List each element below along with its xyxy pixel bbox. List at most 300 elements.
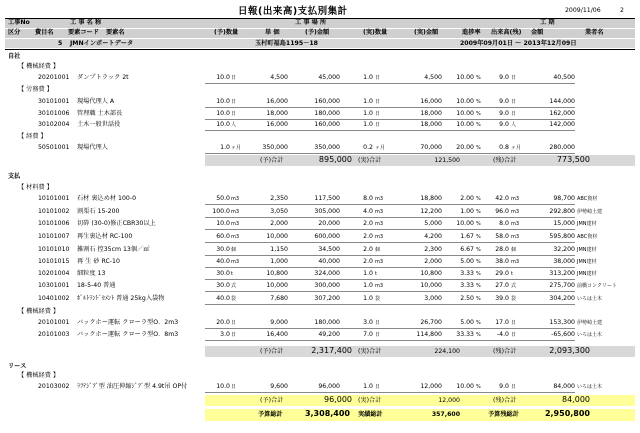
cell-name: 割栗石 15-200 — [77, 208, 120, 215]
cell-pct: 3.33 — [460, 282, 474, 289]
cell-dq: 9.0 — [499, 74, 509, 81]
cell-price: 9,600 — [270, 383, 288, 390]
cell-dq: 9.0 — [499, 121, 509, 128]
cell-pct: 10.00 — [456, 110, 474, 117]
cell-q: 20.0 — [216, 319, 230, 326]
cell-du: 個 — [511, 247, 517, 253]
group-kikai-2: 【 機械経費 】 — [18, 308, 60, 315]
total-shiharai-z-label: (残)合計 — [493, 348, 517, 355]
cell-amt: 49,200 — [318, 331, 340, 338]
cell-code: 20201001 — [38, 74, 70, 81]
cell-dq: 9.0 — [499, 110, 509, 117]
cell-aq: 7.0 — [363, 331, 373, 338]
cell-pu: % — [476, 196, 481, 202]
cell-amt: 117,500 — [314, 195, 340, 202]
cell-code: 10101001 — [38, 195, 70, 202]
cell-name: バックホー運転 クローラ型O．2m3 — [77, 319, 179, 326]
cell-q: 30.0 — [216, 246, 230, 253]
cell-damt: 153,300 — [549, 319, 575, 326]
row-underline — [205, 267, 575, 268]
cell-qu: m3 — [231, 221, 240, 227]
cell-au: 日 — [375, 320, 381, 326]
cell-aq: 8.0 — [363, 195, 373, 202]
cell-aq: 1.0 — [363, 295, 373, 302]
cell-qu: m3 — [231, 259, 240, 265]
grand-total-y-value: 3,308,400 — [304, 409, 350, 418]
cell-damt: 292,800 — [549, 208, 575, 215]
cell-price: 2,000 — [270, 220, 288, 227]
cell-vendor: 伊勢崎土建 — [577, 209, 603, 215]
project-period: 2009年09月01日 ～ 2013年12月09日 — [460, 40, 577, 47]
cell-aamt: 16,000 — [420, 98, 442, 105]
cell-amt: 305,000 — [314, 208, 340, 215]
cell-vendor: いろは土木 — [577, 296, 603, 302]
cell-code: 20101001 — [38, 319, 70, 326]
cell-au: m3 — [375, 259, 384, 265]
cell-code: 30102004 — [38, 121, 70, 128]
grand-total-j-label: 実績総計 — [358, 411, 383, 418]
cell-vendor: ABC資材 — [577, 196, 598, 202]
total-shiharai-z-value: 2,093,300 — [549, 346, 590, 355]
cell-name: ﾗﾌﾃｼﾞﾌﾞ型 油圧伸縮ｼﾞﾌﾞ型 4.9t吊 OP付 — [77, 383, 188, 390]
row-underline — [205, 340, 575, 341]
cell-aamt: 2,300 — [424, 246, 442, 253]
cell-q: 40.0 — [216, 258, 230, 265]
row-underline — [205, 242, 575, 243]
cell-price: 10,000 — [266, 233, 288, 240]
total-lease-j-label: (実)合計 — [358, 397, 382, 404]
row-underline — [205, 130, 575, 131]
cell-code: 10101010 — [38, 246, 70, 253]
cell-du: 人 — [511, 122, 517, 128]
cell-dq: 96.0 — [495, 208, 509, 215]
cell-pu: % — [476, 320, 481, 326]
cell-dq: 42.0 — [495, 195, 509, 202]
cell-dq: 28.0 — [495, 246, 509, 253]
cell-amt: 20,000 — [318, 220, 340, 227]
header-koji-basho: 工 事 場 所 — [295, 19, 327, 26]
cell-au: t — [375, 271, 377, 277]
total-jisha-y-label: (予)合計 — [260, 157, 284, 164]
cell-aamt: 70,000 — [420, 144, 442, 151]
cell-name: 再生裏込材 RC-100 — [77, 233, 133, 240]
page-number: 2 — [620, 7, 624, 14]
total-lease-j-value: 12,000 — [438, 397, 460, 404]
cell-q: 10.0 — [216, 74, 230, 81]
cell-au: 袋 — [375, 296, 381, 302]
cell-aq: 1.0 — [363, 74, 373, 81]
cell-aq: 2.0 — [363, 220, 373, 227]
cell-damt: 162,000 — [549, 110, 575, 117]
cell-pu: % — [476, 283, 481, 289]
header-yotei-kingaku: (予)金額 — [305, 29, 330, 36]
cell-price: 350,000 — [262, 144, 288, 151]
cell-price: 16,400 — [266, 331, 288, 338]
total-lease-z-label: (残)合計 — [493, 397, 517, 404]
cell-qu: 日 — [231, 332, 237, 338]
cell-amt: 350,000 — [314, 144, 340, 151]
cell-name: 再 生 砂 RC-10 — [77, 258, 120, 265]
cell-damt: 142,000 — [549, 121, 575, 128]
cell-code: 10101002 — [38, 208, 70, 215]
cell-damt: 275,700 — [549, 282, 575, 289]
cell-aq: 2.0 — [363, 246, 373, 253]
cell-damt: 40,500 — [553, 74, 575, 81]
cell-aamt: 10,800 — [420, 270, 442, 277]
cell-pu: % — [476, 332, 481, 338]
cell-code: 10101015 — [38, 258, 70, 265]
report-date: 2009/11/06 — [565, 7, 601, 14]
row-underline — [205, 153, 575, 154]
cell-pu: % — [476, 209, 481, 215]
cell-q: 10.0 — [216, 220, 230, 227]
cell-du: m3 — [511, 234, 520, 240]
cell-pu: % — [476, 259, 481, 265]
row-underline — [205, 107, 575, 108]
cell-du: m3 — [511, 196, 520, 202]
cell-q: 40.0 — [216, 295, 230, 302]
cell-damt: 280,000 — [549, 144, 575, 151]
cell-damt: 144,000 — [549, 98, 575, 105]
cell-aamt: 26,700 — [420, 319, 442, 326]
cell-price: 10,000 — [266, 282, 288, 289]
cell-name: 18-5-40 普通 — [77, 282, 116, 289]
row-underline — [205, 119, 575, 120]
cell-au: 日 — [375, 332, 381, 338]
cell-pct: 2.50 — [460, 295, 474, 302]
cell-price: 16,000 — [266, 98, 288, 105]
cell-name: 管理職 土木部長 — [77, 110, 123, 117]
cell-amt: 324,000 — [314, 270, 340, 277]
cell-q: 50.0 — [216, 195, 230, 202]
cell-au: m3 — [375, 221, 384, 227]
cell-q: 60.0 — [216, 233, 230, 240]
cell-pu: % — [476, 271, 481, 277]
cell-dq: -4.0 — [496, 331, 509, 338]
cell-pu: % — [476, 75, 481, 81]
cell-name: 土木一般世話役 — [77, 121, 121, 128]
cell-name: 現場代理人 A — [77, 98, 115, 105]
total-jisha-j-label: (実)合計 — [358, 157, 382, 164]
header-youso-code: 要素コード — [68, 29, 99, 36]
cell-pct: 3.33 — [460, 270, 474, 277]
cell-vendor: ABC資材 — [577, 234, 598, 240]
total-shiharai-j-label: (実)合計 — [358, 348, 382, 355]
cell-code: 50501001 — [38, 144, 70, 151]
cell-qu: 日 — [231, 111, 237, 117]
cell-au: ヶ月 — [375, 145, 386, 151]
cell-vendor: 前橋コンクリート — [577, 283, 617, 289]
cell-name: 石材 裏込め材 100-0 — [77, 195, 137, 202]
row-underline — [205, 217, 575, 218]
cell-pu: % — [476, 145, 481, 151]
cell-aamt: 2,000 — [424, 258, 442, 265]
group-romu: 【 労務費 】 — [18, 86, 53, 93]
cell-qu: 日 — [231, 99, 237, 105]
cell-aamt: 5,000 — [424, 220, 442, 227]
cell-q: 10.0 — [216, 383, 230, 390]
cell-du: 日 — [511, 99, 517, 105]
cell-amt: 45,000 — [318, 74, 340, 81]
cell-amt: 307,200 — [314, 295, 340, 302]
grand-total-j-value: 357,600 — [431, 411, 460, 418]
cell-damt: 595,800 — [549, 233, 575, 240]
cell-au: m3 — [375, 196, 384, 202]
cell-pu: % — [476, 384, 481, 390]
cell-qu: m3 — [231, 209, 240, 215]
group-kikai-1: 【 機械経費 】 — [18, 63, 60, 70]
cell-pu: % — [476, 247, 481, 253]
total-lease-z-value: 84,000 — [562, 395, 590, 404]
section-jisha: 自社 — [8, 53, 21, 60]
cell-au: 個 — [375, 247, 381, 253]
header-kubun: 区分 — [8, 29, 21, 36]
row-underline — [205, 392, 575, 393]
group-keihi: 【 経費 】 — [18, 133, 47, 140]
cell-qu: m3 — [231, 196, 240, 202]
cell-amt: 40,000 — [318, 258, 340, 265]
header-yotei-suryo: (予)数量 — [214, 29, 239, 36]
cell-du: 日 — [511, 320, 517, 326]
cell-amt: 300,000 — [314, 282, 340, 289]
cell-aq: 4.0 — [363, 208, 373, 215]
cell-dq: 38.0 — [495, 258, 509, 265]
header-jitsu-kingaku: (実)金額 — [414, 29, 439, 36]
cell-amt: 160,000 — [314, 98, 340, 105]
cell-dq: 9.0 — [499, 98, 509, 105]
grand-total-z-label: 予算残総計 — [488, 411, 519, 418]
cell-aq: 3.0 — [363, 319, 373, 326]
cell-code: 10101006 — [38, 220, 70, 227]
grand-total-z-value: 2,950,800 — [544, 409, 590, 418]
cell-aq: 1.0 — [363, 98, 373, 105]
cell-pct: 33.33 — [456, 331, 474, 338]
report-title: 日報(出来高)支払別集計 — [238, 6, 348, 17]
cell-amt: 34,500 — [318, 246, 340, 253]
cell-q: 30.0 — [216, 282, 230, 289]
header-youso-me: 要素名 — [106, 29, 125, 36]
cell-name: ダンプトラック 2t — [77, 74, 129, 81]
cell-dq: 8.0 — [499, 220, 509, 227]
cell-dq: 39.0 — [495, 295, 509, 302]
cell-price: 4,500 — [270, 74, 288, 81]
cell-vendor: いろは土木 — [577, 384, 603, 390]
cell-code: 20101003 — [38, 331, 70, 338]
cell-name: 細粒度 13 — [77, 270, 106, 277]
cell-price: 16,000 — [266, 121, 288, 128]
header-tanka: 単 価 — [265, 29, 280, 36]
cell-q: 30.0 — [216, 270, 230, 277]
cell-du: 日 — [511, 332, 517, 338]
total-shiharai-y-label: (予)合計 — [260, 348, 284, 355]
cell-du: 袋 — [511, 296, 517, 302]
cell-price: 1,150 — [270, 246, 288, 253]
cell-pct: 20.00 — [456, 144, 474, 151]
cell-price: 9,000 — [270, 319, 288, 326]
cell-damt: -65,600 — [551, 331, 575, 338]
section-lease: リース — [8, 363, 27, 370]
cell-pct: 10.00 — [456, 121, 474, 128]
project-name: JMNインポートデータ — [70, 40, 134, 47]
cell-aq: 1.0 — [363, 270, 373, 277]
cell-aq: 1.0 — [363, 110, 373, 117]
cell-amt: 600,000 — [314, 233, 340, 240]
row-underline — [205, 204, 575, 205]
cell-aq: 2.0 — [363, 233, 373, 240]
cell-damt: 98,700 — [553, 195, 575, 202]
group-zairyo: 【 材料費 】 — [18, 184, 53, 191]
cell-aq: 1.0 — [363, 121, 373, 128]
cell-qu: 日 — [231, 384, 237, 390]
cell-damt: 38,000 — [553, 258, 575, 265]
cell-aamt: 4,500 — [424, 74, 442, 81]
cell-dq: 58.0 — [495, 233, 509, 240]
cell-aamt: 18,800 — [420, 195, 442, 202]
cell-au: 日 — [375, 99, 381, 105]
cell-damt: 32,200 — [553, 246, 575, 253]
cell-du: ヶ月 — [511, 145, 522, 151]
cell-q: 10.0 — [216, 121, 230, 128]
group-kikai-3: 【 機械経費 】 — [18, 372, 60, 379]
cell-vendor: JMN建材 — [577, 247, 597, 253]
cell-name: 雑割石 控35cm 13個／㎡ — [77, 246, 150, 253]
cell-pct: 10.00 — [456, 220, 474, 227]
cell-pct: 6.67 — [460, 246, 474, 253]
cell-name: 現場代理人 — [77, 144, 108, 151]
cell-du: m3 — [511, 259, 520, 265]
cell-aamt: 18,000 — [420, 121, 442, 128]
cell-pu: % — [476, 234, 481, 240]
section-shiharai: 支払 — [8, 173, 21, 180]
project-place: 玉村町福島1195－18 — [255, 40, 318, 47]
cell-au: 日 — [375, 111, 381, 117]
cell-dq: 27.0 — [495, 282, 509, 289]
header-kouki: 工 期 — [540, 19, 555, 26]
cell-qu: ヶ月 — [231, 145, 242, 151]
cell-dq: 29.0 — [495, 270, 509, 277]
cell-aamt: 18,000 — [420, 110, 442, 117]
cell-aamt: 4,200 — [424, 233, 442, 240]
row-underline — [205, 328, 575, 329]
cell-qu: m3 — [231, 234, 240, 240]
row-underline — [205, 83, 575, 84]
total-shiharai-j-value: 224,100 — [434, 348, 460, 355]
cell-du: m3 — [511, 221, 520, 227]
cell-code: 10201004 — [38, 270, 70, 277]
cell-code: 30101001 — [38, 98, 70, 105]
cell-pct: 5.00 — [460, 258, 474, 265]
cell-aamt: 10,000 — [420, 282, 442, 289]
cell-vendor: 伊勢崎土建 — [577, 320, 603, 326]
cell-pu: % — [476, 221, 481, 227]
cell-name: 切砕 (30-0)修正CBR30以上 — [77, 220, 156, 227]
header-shinchoku: 進捗率 — [462, 29, 481, 36]
cell-q: 10.0 — [216, 110, 230, 117]
cell-du: 日 — [511, 111, 517, 117]
cell-pu: % — [476, 122, 481, 128]
total-lease-y-value: 96,000 — [324, 395, 352, 404]
cell-price: 2,350 — [270, 195, 288, 202]
total-lease-y-label: (予)合計 — [260, 397, 284, 404]
cell-du: 日 — [511, 75, 517, 81]
cell-du: t — [511, 271, 513, 277]
cell-damt: 313,200 — [549, 270, 575, 277]
row-underline — [205, 304, 575, 305]
cell-au: 日 — [375, 122, 381, 128]
cell-name: ﾎﾟﾙﾄﾗﾝﾄﾞｾﾒﾝﾄ 普通 25kg入袋物 — [77, 295, 165, 302]
header-gyosha: 業者名 — [585, 29, 604, 36]
cell-au: 日 — [375, 75, 381, 81]
cell-aq: 0.2 — [363, 144, 373, 151]
cell-aamt: 3,000 — [424, 295, 442, 302]
cell-code: 10101007 — [38, 233, 70, 240]
cell-qu: 個 — [231, 247, 237, 253]
cell-name: バックホー運転 クローラ型O．8m3 — [77, 331, 179, 338]
cell-code: 20103002 — [38, 383, 70, 390]
total-jisha-j-value: 121,500 — [434, 157, 460, 164]
cell-au: 日 — [375, 384, 381, 390]
cell-qu: t — [231, 271, 233, 277]
cell-vendor: JMN建材 — [577, 221, 597, 227]
cell-pct: 10.00 — [456, 74, 474, 81]
total-jisha-y-value: 895,000 — [318, 155, 352, 164]
cell-aamt: 12,200 — [420, 208, 442, 215]
header-jitsu-suryo: (実)数量 — [363, 29, 388, 36]
cell-pu: % — [476, 99, 481, 105]
row-underline — [205, 279, 575, 280]
cell-amt: 180,000 — [314, 110, 340, 117]
cell-price: 3,050 — [270, 208, 288, 215]
cell-du: m3 — [511, 209, 520, 215]
cell-pct: 10.00 — [456, 383, 474, 390]
cell-qu: 人 — [231, 122, 237, 128]
project-no: 5 — [58, 40, 63, 47]
cell-aamt: 12,000 — [420, 383, 442, 390]
header-dekidaka: 出来高(残) — [491, 29, 522, 36]
total-jisha-z-label: (残)合計 — [493, 157, 517, 164]
row-underline — [205, 229, 575, 230]
cell-pct: 10.00 — [456, 98, 474, 105]
cell-price: 10,800 — [266, 270, 288, 277]
cell-price: 18,000 — [266, 110, 288, 117]
cell-qu: 日 — [231, 320, 237, 326]
cell-damt: 15,000 — [553, 220, 575, 227]
project-bottom-rule — [5, 49, 635, 50]
grand-total-y-label: 予算総計 — [258, 411, 283, 418]
cell-q: 3.0 — [220, 331, 230, 338]
cell-au: m3 — [375, 283, 384, 289]
header-hiyou-me: 費目名 — [35, 29, 54, 36]
cell-qu: 式 — [231, 283, 237, 289]
total-jisha-z-value: 773,500 — [556, 155, 590, 164]
cell-q: 100.0 — [212, 208, 230, 215]
cell-du: 日 — [511, 384, 517, 390]
cell-vendor: JMN建材 — [577, 271, 597, 277]
header-koji-name: 工 事 名 称 — [70, 19, 102, 26]
cell-amt: 180,000 — [314, 319, 340, 326]
cell-aamt: 114,800 — [416, 331, 442, 338]
cell-dq: 17.0 — [495, 319, 509, 326]
cell-vendor: いろは土木 — [577, 332, 603, 338]
cell-qu: 日 — [231, 75, 237, 81]
total-shiharai-y-value: 2,317,400 — [311, 346, 352, 355]
header-kin: 金額 — [531, 29, 544, 36]
cell-price: 7,680 — [270, 295, 288, 302]
cell-damt: 84,000 — [553, 383, 575, 390]
cell-price: 1,000 — [270, 258, 288, 265]
cell-dq: 9.0 — [499, 383, 509, 390]
cell-vendor: JMN建材 — [577, 259, 597, 265]
